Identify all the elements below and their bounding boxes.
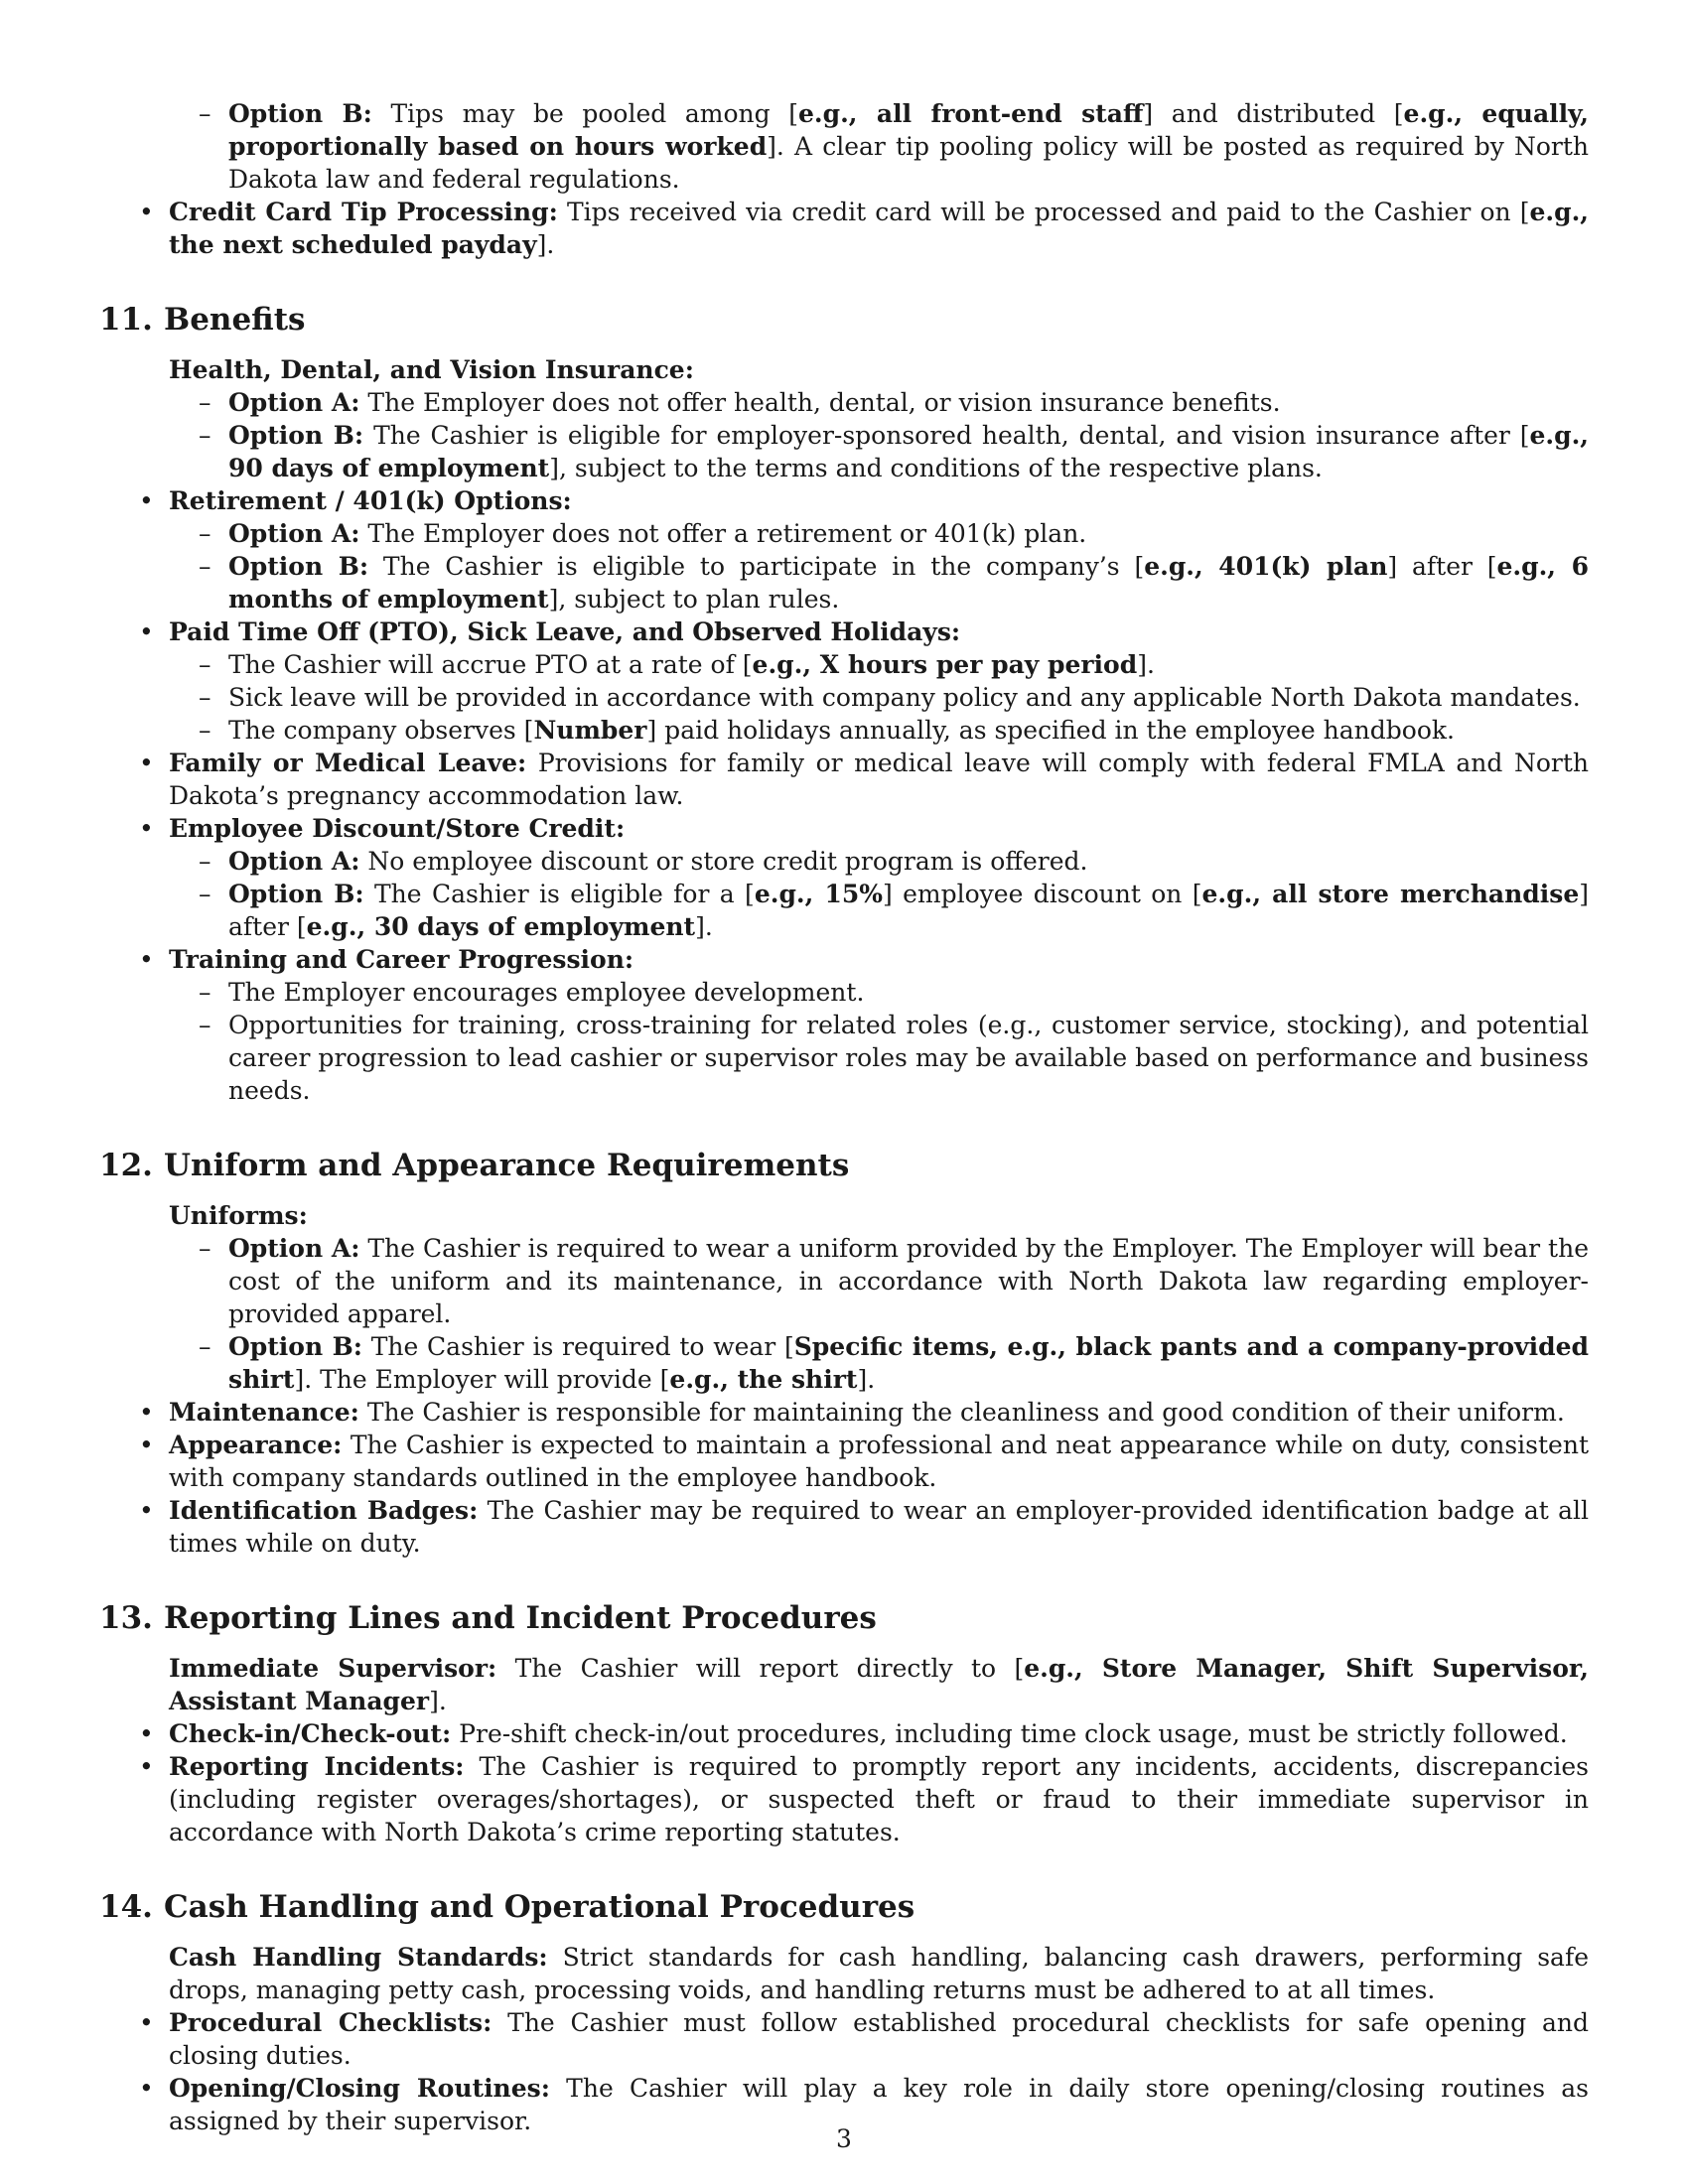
text: The Cashier is eligible for a [ bbox=[363, 880, 755, 908]
text: Tips may be pooled among [ bbox=[371, 99, 799, 128]
text: ]. bbox=[1137, 650, 1155, 679]
placeholder-text: e.g., all store merchandise bbox=[1201, 880, 1580, 908]
option-label: Option B: bbox=[228, 99, 372, 128]
option-b bbox=[99, 550, 1589, 615]
check-in-item bbox=[99, 1717, 1589, 1750]
text: The Cashier will report directly to [ bbox=[496, 1654, 1025, 1683]
pto-item bbox=[99, 615, 1589, 747]
placeholder-text: e.g., 90 days of employment bbox=[228, 421, 1590, 482]
text: ] employee discount on [ bbox=[883, 880, 1202, 908]
item-label: Procedural Checklists: bbox=[169, 2008, 492, 2037]
page-content bbox=[99, 97, 1589, 2137]
text: The Cashier is required to promptly report any incidents, accidents, discrepancies (including register overages/shortages), or suspected theft or fraud to their immediate supervisor in accordance with North Dakota’s crime reporting statutes. bbox=[169, 1752, 1589, 1846]
supervisor-item bbox=[99, 1652, 1589, 1717]
placeholder-text: e.g., X hours per pay period bbox=[752, 650, 1138, 679]
text: ]. bbox=[536, 230, 555, 259]
option-b bbox=[99, 419, 1589, 484]
text: ] and distributed [ bbox=[1143, 99, 1404, 128]
health-insurance-item bbox=[99, 353, 1589, 484]
placeholder-text: e.g., equally, proportionally based on hours worked bbox=[228, 99, 1590, 161]
text: The Employer does not offer a retirement or 401(k) plan. bbox=[359, 519, 1087, 548]
text: The Employer does not offer health, dental, or vision insurance benefits. bbox=[359, 388, 1281, 417]
item-label: Reporting Incidents: bbox=[169, 1752, 465, 1781]
option-a bbox=[99, 386, 1589, 419]
text: The Cashier is eligible for employer-sponsored health, dental, and vision insurance after [ bbox=[363, 421, 1530, 450]
item-label: Maintenance: bbox=[169, 1398, 359, 1427]
item-label: Credit Card Tip Processing: bbox=[169, 198, 558, 226]
option-label: Option A: bbox=[228, 847, 360, 876]
text: The Cashier is required to wear a uniform provided by the Employer. The Employer will bear the cost of the uniform and its maintenance, in accordance with North Dakota law regarding employer-provided apparel. bbox=[228, 1234, 1589, 1328]
placeholder-text: e.g., 6 months of employment bbox=[228, 552, 1589, 614]
uniform-list bbox=[99, 1199, 1589, 1560]
section-title: Uniform and Appearance Requirements bbox=[164, 1148, 850, 1183]
item-label: Family or Medical Leave: bbox=[169, 749, 527, 777]
sick-leave bbox=[99, 681, 1589, 714]
section-number: 14. bbox=[99, 1889, 153, 1925]
item-label: Appearance: bbox=[169, 1431, 343, 1459]
appearance-item bbox=[99, 1429, 1589, 1494]
option-a bbox=[99, 845, 1589, 878]
option-label: Option A: bbox=[228, 1234, 360, 1263]
option-a bbox=[99, 1232, 1589, 1330]
text: ] paid holidays annually, as specified in the employee handbook. bbox=[646, 716, 1455, 745]
item-label: Training and Career Progression: bbox=[169, 945, 634, 974]
text: The Cashier will play a key role in daily store opening/closing routines as assigned by their supervisor. bbox=[169, 2074, 1589, 2135]
item-label: Check-in/Check-out: bbox=[169, 1719, 452, 1748]
section-heading-benefits bbox=[99, 300, 1589, 340]
text: ]. A clear tip pooling policy will be posted as required by North Dakota law and federal regulations. bbox=[228, 132, 1589, 194]
placeholder-text: e.g., 15% bbox=[754, 880, 883, 908]
placeholder-text: e.g., all front-end staff bbox=[798, 99, 1144, 128]
text: ], subject to plan rules. bbox=[548, 585, 840, 614]
text: The Cashier is expected to maintain a professional and neat appearance while on duty, consistent with company standards outlined in the employee handbook. bbox=[169, 1431, 1589, 1492]
uniforms-item bbox=[99, 1199, 1589, 1396]
placeholder-text: Specific items, e.g., black pants and a company-provided shirt bbox=[228, 1332, 1589, 1394]
text: ]. The Employer will provide [ bbox=[294, 1365, 670, 1394]
option-label: Option A: bbox=[228, 519, 360, 548]
text: The Cashier must follow established procedural checklists for safe opening and closing duties. bbox=[169, 2008, 1589, 2070]
item-label: Identification Badges: bbox=[169, 1496, 479, 1525]
pto-accrual bbox=[99, 648, 1589, 681]
section-title: Benefits bbox=[164, 302, 306, 338]
section-title: Cash Handling and Operational Procedures bbox=[164, 1889, 915, 1925]
maintenance-item bbox=[99, 1396, 1589, 1429]
section-number: 12. bbox=[99, 1148, 153, 1183]
training-item bbox=[99, 943, 1589, 1107]
text: Opportunities for training, cross-training for related roles (e.g., customer service, stocking), and potential career progression to lead cashier or supervisor roles may be available based on performance and business needs. bbox=[228, 1011, 1589, 1105]
item-label: Cash Handling Standards: bbox=[169, 1943, 548, 1972]
section-heading-reporting bbox=[99, 1598, 1589, 1638]
text: ]. bbox=[857, 1365, 876, 1394]
item-label: Uniforms: bbox=[169, 1201, 308, 1230]
retirement-item bbox=[99, 484, 1589, 615]
text: The Cashier is required to wear [ bbox=[362, 1332, 794, 1361]
text: Pre-shift check-in/out procedures, including time clock usage, must be strictly followed. bbox=[451, 1719, 1568, 1748]
tips-carryover-item bbox=[99, 97, 1589, 196]
section-number: 13. bbox=[99, 1600, 153, 1636]
section-title: Reporting Lines and Incident Procedures bbox=[164, 1600, 877, 1636]
option-b bbox=[99, 878, 1589, 943]
item-label: Immediate Supervisor: bbox=[169, 1654, 497, 1683]
text: No employee discount or store credit program is offered. bbox=[359, 847, 1088, 876]
tips-carryover-list bbox=[99, 97, 1589, 261]
text: Strict standards for cash handling, balancing cash drawers, performing safe drops, managing petty cash, processing voids, and handling returns must be adhered to at all times. bbox=[169, 1943, 1589, 2004]
section-heading-uniform bbox=[99, 1146, 1589, 1185]
text: ], subject to the terms and conditions of the respective plans. bbox=[549, 454, 1323, 482]
option-label: Option A: bbox=[228, 388, 360, 417]
placeholder-text: e.g., the shirt bbox=[669, 1365, 858, 1394]
text: ] after [ bbox=[228, 880, 1589, 941]
page-number: 3 bbox=[836, 2124, 852, 2153]
option-b bbox=[99, 1330, 1589, 1396]
reporting-list bbox=[99, 1652, 1589, 1848]
text: Tips received via credit card will be processed and paid to the Cashier on [ bbox=[557, 198, 1530, 226]
section-heading-cash-handling bbox=[99, 1887, 1589, 1927]
employee-discount-item bbox=[99, 812, 1589, 943]
checklists-item bbox=[99, 2006, 1589, 2072]
option-label: Option B: bbox=[228, 421, 364, 450]
placeholder-text: e.g., Store Manager, Shift Supervisor, Assistant Manager bbox=[169, 1654, 1589, 1715]
placeholder-text: e.g., the next scheduled payday bbox=[169, 198, 1589, 259]
item-label: Employee Discount/Store Credit: bbox=[169, 814, 626, 843]
text: The company observes [ bbox=[228, 716, 534, 745]
placeholder-text: e.g., 30 days of employment bbox=[306, 912, 696, 941]
option-label: Option B: bbox=[228, 1332, 363, 1361]
text: ] after [ bbox=[1387, 552, 1497, 581]
text: Sick leave will be provided in accordance with company policy and any applicable North Dakota mandates. bbox=[228, 683, 1581, 712]
text: ]. bbox=[695, 912, 713, 941]
item-label: Paid Time Off (PTO), Sick Leave, and Observed Holidays: bbox=[169, 617, 961, 646]
text: The Cashier will accrue PTO at a rate of [ bbox=[228, 650, 753, 679]
holidays bbox=[99, 714, 1589, 747]
item-label: Opening/Closing Routines: bbox=[169, 2074, 550, 2103]
text: ]. bbox=[429, 1687, 447, 1715]
section-number: 11. bbox=[99, 302, 153, 338]
family-medical-leave-item bbox=[99, 747, 1589, 812]
placeholder-text: e.g., 401(k) plan bbox=[1144, 552, 1388, 581]
training-1 bbox=[99, 976, 1589, 1009]
id-badges-item bbox=[99, 1494, 1589, 1560]
training-2 bbox=[99, 1009, 1589, 1107]
tip-pooling-option-b bbox=[99, 97, 1589, 196]
option-a bbox=[99, 517, 1589, 550]
text: The Cashier is eligible to participate in the company’s [ bbox=[368, 552, 1145, 581]
credit-card-tip-item bbox=[99, 196, 1589, 261]
option-label: Option B: bbox=[228, 552, 369, 581]
incidents-item bbox=[99, 1750, 1589, 1848]
placeholder-text: Number bbox=[533, 716, 647, 745]
benefits-list bbox=[99, 353, 1589, 1107]
cash-handling-list bbox=[99, 1941, 1589, 2137]
item-label: Health, Dental, and Vision Insurance: bbox=[169, 355, 694, 384]
option-label: Option B: bbox=[228, 880, 364, 908]
text: Provisions for family or medical leave will comply with federal FMLA and North Dakota’s pregnancy accommodation law. bbox=[169, 749, 1589, 810]
cash-standards-item bbox=[99, 1941, 1589, 2006]
item-label: Retirement / 401(k) Options: bbox=[169, 486, 572, 515]
text: The Cashier may be required to wear an employer-provided identification badge at all times while on duty. bbox=[169, 1496, 1589, 1558]
text: The Employer encourages employee development. bbox=[228, 978, 865, 1007]
text: The Cashier is responsible for maintaining the cleanliness and good condition of their uniform. bbox=[358, 1398, 1565, 1427]
